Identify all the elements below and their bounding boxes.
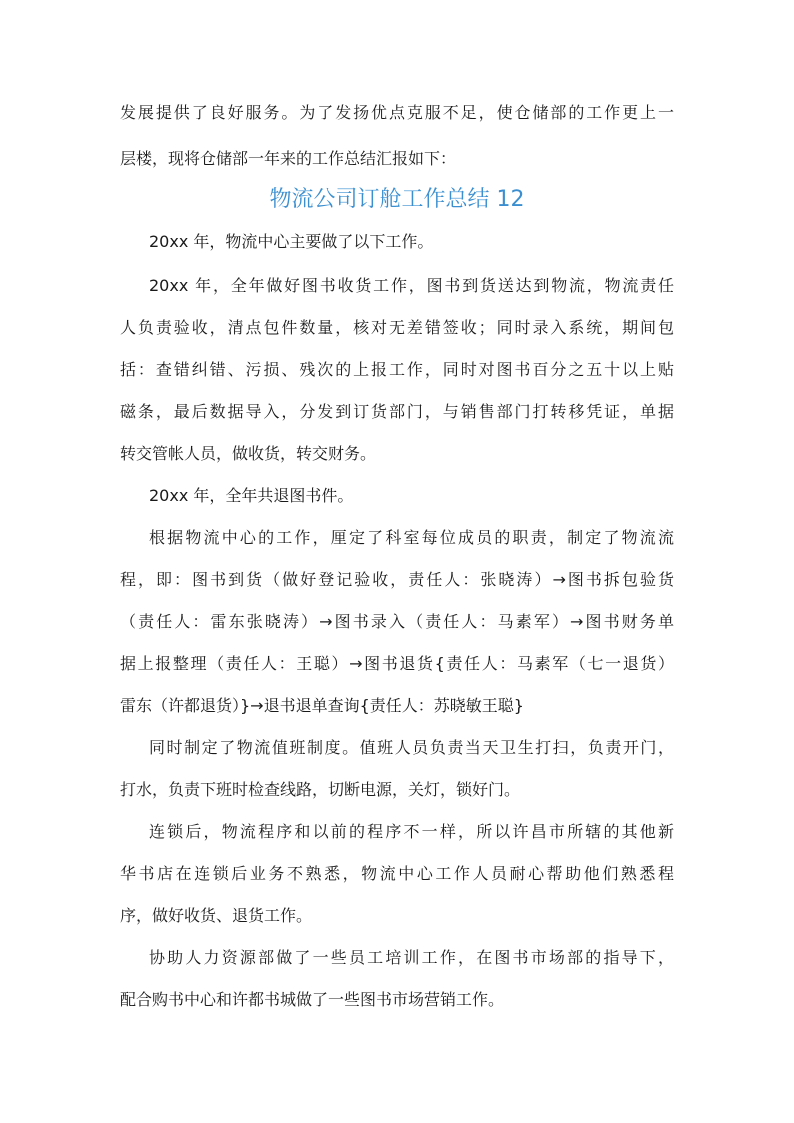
paragraph-line: 20xx 年，全年共退图书件。: [149, 486, 354, 505]
intro-line: 发展提供了良好服务。为了发扬优点克服不足，使仓储部的工作更上一: [120, 103, 674, 122]
paragraph-line: 协助人力资源部做了一些员工培训工作，在图书市场部的指导下，: [149, 948, 674, 967]
paragraph-line: 据上报整理（责任人：王聪）→图书退货{责任人：马素军（七一退货）: [120, 654, 674, 673]
paragraph-line: 人负责验收，清点包件数量，核对无差错签收；同时录入系统，期间包: [120, 318, 674, 337]
paragraph-line: 根据物流中心的工作，厘定了科室每位成员的职责，制定了物流流: [149, 528, 674, 547]
paragraph-line: 括：查错纠错、污损、残次的上报工作，同时对图书百分之五十以上贴: [120, 360, 674, 379]
paragraph-line: 程，即：图书到货（做好登记验收，责任人：张晓涛）→图书拆包验货: [120, 570, 674, 589]
section-title: 物流公司订舱工作总结 12: [269, 187, 525, 212]
paragraph-line: （责任人：雷东张晓涛）→图书录入（责任人：马素军）→图书财务单: [120, 612, 674, 631]
paragraph-line: 连锁后，物流程序和以前的程序不一样，所以许昌市所辖的其他新: [149, 822, 674, 841]
paragraph-line: 配合购书中心和许都书城做了一些图书市场营销工作。: [120, 990, 505, 1009]
intro-line: 层楼，现将仓储部一年来的工作总结汇报如下：: [120, 149, 457, 168]
paragraph-line: 转交管帐人员，做收货，转交财务。: [120, 444, 377, 463]
paragraph-line: 打水，负责下班时检查线路，切断电源，关灯，锁好门。: [120, 780, 521, 799]
paragraph-line: 序，做好收货、退货工作。: [120, 906, 313, 925]
paragraph-line: 20xx 年，物流中心主要做了以下工作。: [149, 232, 434, 251]
paragraph-line: 同时制定了物流值班制度。值班人员负责当天卫生打扫，负责开门，: [149, 738, 674, 757]
paragraph-line: 磁条，最后数据导入，分发到订货部门，与销售部门打转移凭证，单据: [120, 402, 674, 421]
paragraph-line: 20xx 年，全年做好图书收货工作，图书到货送达到物流，物流责任: [149, 276, 674, 295]
paragraph-line: 雷东（许都退货）}→退书退单查询{责任人：苏晓敏王聪}: [120, 696, 524, 715]
paragraph-line: 华书店在连锁后业务不熟悉，物流中心工作人员耐心帮助他们熟悉程: [120, 864, 674, 883]
